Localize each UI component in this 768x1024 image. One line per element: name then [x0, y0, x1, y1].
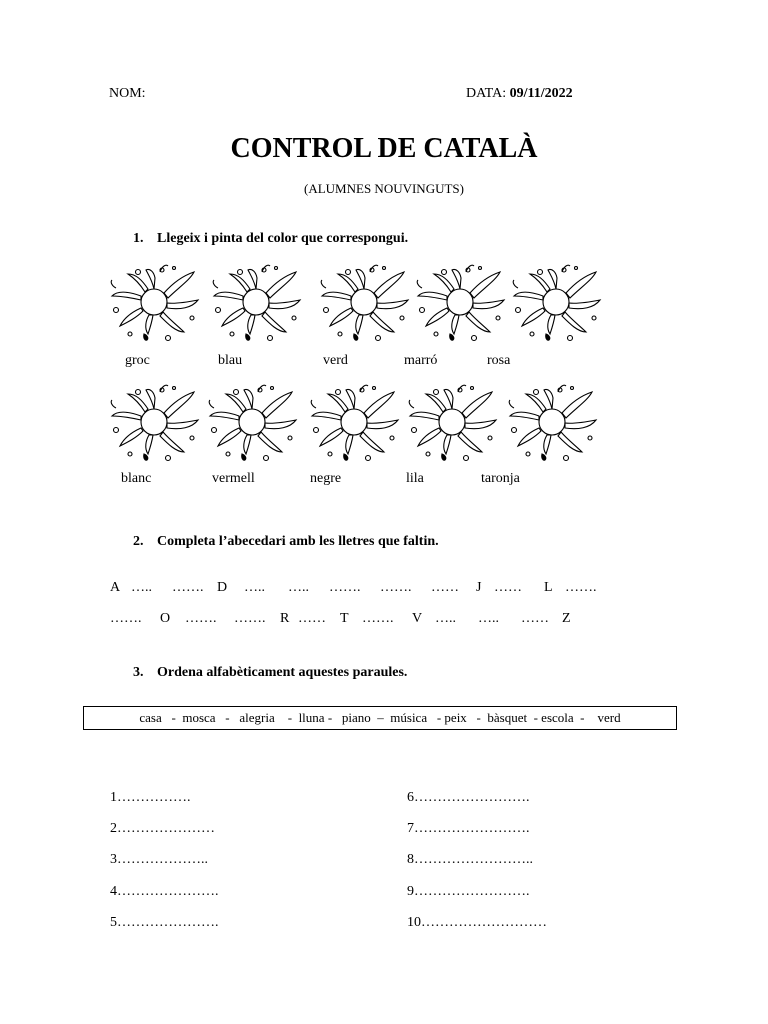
question-number: 3.: [133, 665, 144, 680]
alphabet-blank[interactable]: …….: [329, 580, 361, 595]
alphabet-blank[interactable]: ……: [298, 611, 326, 626]
answer-line[interactable]: 5………………….: [110, 915, 219, 930]
alphabet-blank[interactable]: …….: [380, 580, 412, 595]
answer-line[interactable]: 8……………………..: [407, 852, 533, 867]
alphabet-blank[interactable]: …….: [565, 580, 597, 595]
alphabet-blank[interactable]: …..: [244, 580, 265, 595]
alphabet-blank[interactable]: …..: [288, 580, 309, 595]
question-text: Ordena alfabèticament aquestes paraules.: [157, 665, 408, 680]
alphabet-blank[interactable]: …….: [362, 611, 394, 626]
alphabet-letter: O: [160, 611, 171, 626]
color-label: lila: [406, 471, 424, 486]
paint-splash-icon[interactable]: [406, 382, 498, 462]
alphabet-letter: L: [544, 580, 553, 595]
color-label: blau: [218, 353, 243, 368]
date-label: DATA:: [466, 86, 507, 101]
paint-splash-icon[interactable]: [510, 262, 602, 342]
answer-line[interactable]: 4………………….: [110, 884, 219, 899]
color-label: blanc: [121, 471, 152, 486]
answer-line[interactable]: 7…………………….: [407, 821, 530, 836]
color-label: marró: [404, 353, 438, 368]
alphabet-blank[interactable]: ……: [494, 580, 522, 595]
alphabet-letter: Z: [562, 611, 571, 626]
answer-line[interactable]: 1…………….: [110, 790, 191, 805]
alphabet-blank[interactable]: …..: [131, 580, 152, 595]
answer-line[interactable]: 3………………..: [110, 852, 208, 867]
question-text: Llegeix i pinta del color que correspongui.: [157, 231, 409, 246]
word-list-box: [83, 706, 677, 730]
question-2: [133, 534, 439, 550]
color-label: groc: [125, 353, 150, 368]
color-label: negre: [310, 471, 342, 486]
question-3: [133, 665, 407, 681]
name-label: NOM:: [109, 86, 146, 101]
paint-splash-icon[interactable]: [414, 262, 506, 342]
color-label: rosa: [487, 353, 511, 368]
page-title: CONTROL DE CATALÀ: [230, 133, 538, 164]
alphabet-blank[interactable]: ……: [521, 611, 549, 626]
paint-splash-icon[interactable]: [108, 382, 200, 462]
color-label: taronja: [481, 471, 520, 486]
alphabet-letter: V: [412, 611, 423, 626]
date-value: 09/11/2022: [509, 86, 573, 101]
question-number: 1.: [133, 231, 144, 246]
paint-splash-icon[interactable]: [206, 382, 298, 462]
paint-splash-icon[interactable]: [318, 262, 410, 342]
color-label: vermell: [212, 471, 255, 486]
alphabet-letter: A: [110, 580, 121, 595]
color-label: verd: [323, 353, 348, 368]
alphabet-letter: R: [280, 611, 290, 626]
question-text: Completa l’abecedari amb les lletres que faltin.: [157, 534, 439, 549]
answer-line[interactable]: 10………………………: [407, 915, 547, 930]
paint-splash-icon[interactable]: [308, 382, 400, 462]
alphabet-blank[interactable]: …..: [435, 611, 456, 626]
question-1: [133, 231, 408, 247]
alphabet-blank[interactable]: …….: [185, 611, 217, 626]
alphabet-blank[interactable]: …….: [172, 580, 204, 595]
word-list: casa - mosca - alegria - lluna - piano – música - peix - bàsquet - escola - verd: [139, 710, 621, 725]
alphabet-letter: T: [340, 611, 349, 626]
page-subtitle: (ALUMNES NOUVINGUTS): [304, 181, 464, 196]
alphabet-blank[interactable]: …….: [234, 611, 266, 626]
answer-line[interactable]: 2…………………: [110, 821, 215, 836]
alphabet-letter: J: [476, 580, 482, 595]
alphabet-letter: D: [217, 580, 228, 595]
question-number: 2.: [133, 534, 144, 549]
paint-splash-icon[interactable]: [506, 382, 598, 462]
paint-splash-icon[interactable]: [108, 262, 200, 342]
alphabet-blank[interactable]: …….: [110, 611, 142, 626]
answer-line[interactable]: 6…………………….: [407, 790, 530, 805]
paint-splash-icon[interactable]: [210, 262, 302, 342]
answer-line[interactable]: 9…………………….: [407, 884, 530, 899]
date-field: [466, 86, 573, 102]
alphabet-blank[interactable]: ……: [431, 580, 459, 595]
alphabet-blank[interactable]: …..: [478, 611, 499, 626]
